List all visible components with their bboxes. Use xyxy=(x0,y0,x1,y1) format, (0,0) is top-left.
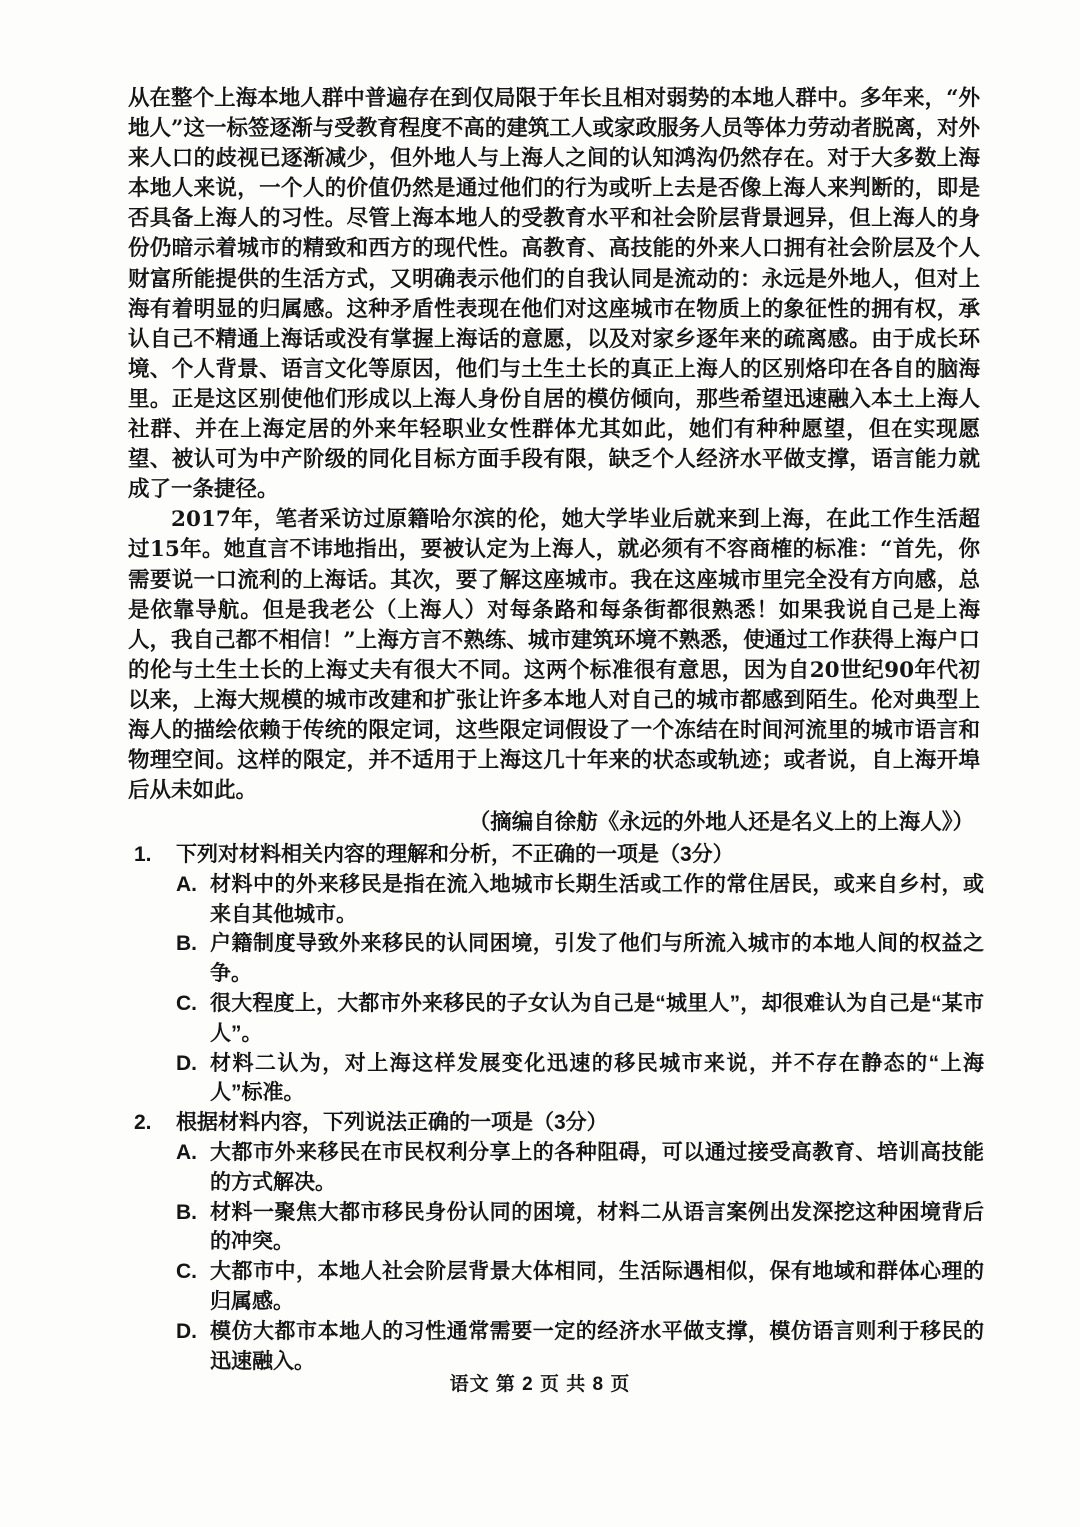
option-letter: C. xyxy=(176,991,197,1015)
option-d xyxy=(134,1317,984,1377)
option-letter: A. xyxy=(176,1140,197,1164)
question-2 xyxy=(134,1108,984,1376)
passage-source-citation: （摘编自徐舫《永远的外地人还是名义上的上海人》） xyxy=(468,810,974,835)
option-text: 大都市外来移民在市民权利分享上的各种阻碍，可以通过接受高教育、培训高技能的方式解决。 xyxy=(210,1140,984,1194)
option-a xyxy=(134,1138,984,1198)
option-text: 材料一聚焦大都市移民身份认同的困境，材料二从语言案例出发深挖这种困境背后的冲突。 xyxy=(210,1200,984,1254)
question-stem xyxy=(134,1108,984,1138)
option-a xyxy=(134,870,984,930)
question-number: 1. xyxy=(134,843,152,866)
passage-paragraph-2: 2017年，笔者采访过原籍哈尔滨的伦，她大学毕业后就来到上海，在此工作生活超过15年。她直言不讳地指出，要被认定为上海人，就必须有不容商榷的标准：“首先，你需要说一口流利的上海话。其次，要了解这座城市。我在这座城市里完全没有方向感，总是依靠导航。但是我老公（上海人）对每条路和每条街都很熟悉！如果我说自己是上海人，我自己都不相信！”上海方言不熟练、城市建筑环境不熟悉，使通过工作获得上海户口的伦与土生土长的上海丈夫有很大不同。这两个标准很有意思，因为自20世纪90年代初以来，上海大规模的城市改建和扩张让许多本地人对自己的城市都感到陌生。伦对典型上海人的描绘依赖于传统的限定词，这些限定词假设了一个冻结在时间河流里的城市语言和物理空间。这样的限定，并不适用于上海这几十年来的状态或轨迹；或者说，自上海开埠后从未如此。 xyxy=(128,507,980,804)
option-b xyxy=(134,929,984,989)
option-letter: A. xyxy=(176,872,197,896)
option-letter: B. xyxy=(176,932,197,956)
option-letter: C. xyxy=(176,1260,197,1284)
option-c xyxy=(134,1257,984,1317)
option-text: 材料中的外来移民是指在流入地城市长期生活或工作的常住居民，或来自乡村，或来自其他城市。 xyxy=(210,872,984,926)
option-letter: B. xyxy=(176,1200,197,1224)
option-d xyxy=(134,1049,984,1109)
option-text: 户籍制度导致外来移民的认同困境，引发了他们与所流入城市的本地人间的权益之争。 xyxy=(210,932,984,986)
option-text: 大都市中，本地人社会阶层背景大体相同，生活际遇相似，保有地域和群体心理的归属感。 xyxy=(210,1260,984,1313)
question-text: 下列对材料相关内容的理解和分析，不正确的一项是（3分） xyxy=(176,843,734,866)
question-text: 根据材料内容，下列说法正确的一项是（3分） xyxy=(176,1111,608,1135)
question-number: 2. xyxy=(134,1111,152,1135)
question-1 xyxy=(134,840,984,1108)
option-letter: D. xyxy=(176,1319,197,1343)
option-text: 材料二认为，对上海这样发展变化迅速的移民城市来说，并不存在静态的“上海人”标准。 xyxy=(210,1051,984,1105)
passage-paragraph-1: 从在整个上海本地人群中普遍存在到仅局限于年长且相对弱势的本地人群中。多年来，“外地人”这一标签逐渐与受教育程度不高的建筑工人或家政服务人员等体力劳动者脱离，对外来人口的歧视已逐渐减少，但外地人与上海人之间的认知鸿沟仍然存在。对于大多数上海本地人来说，一个人的价值仍然是通过他们的行为或听上去是否像上海人来判断的，即是否具备上海人的习性。尽管上海本地人的受教育水平和社会阶层背景迥异，但上海人的身份仍暗示着城市的精致和西方的现代性。高教育、高技能的外来人口拥有社会阶层及个人财富所能提供的生活方式，又明确表示他们的自我认同是流动的：永远是外地人，但对上海有着明显的归属感。这种矛盾性表现在他们对这座城市在物质上的象征性的拥有权，承认自己不精通上海话或没有掌握上海话的意愿，以及对家乡逐年来的疏离感。由于成长环境、个人背景、语言文化等原因，他们与土生土长的真正上海人的区别烙印在各自的脑海里。正是这区别使他们形成以上海人身份自居的模仿倾向，那些希望迅速融入本土上海人社群、并在上海定居的外来年轻职业女性群体尤其如此，她们有种种愿望，但在实现愿望、被认可为中产阶级的同化目标方面手段有限，缺乏个人经济水平做支撑，语言能力就成了一条捷径。 xyxy=(128,86,980,503)
option-text: 很大程度上，大都市外来移民的子女认为自己是“城里人”，却很难认为自己是“某市人”。 xyxy=(210,991,984,1045)
option-c xyxy=(134,989,984,1049)
option-letter: D. xyxy=(176,1051,197,1075)
question-stem xyxy=(134,840,984,870)
question-list xyxy=(134,840,984,1376)
page-footer: 语文 第 2 页 共 8 页 xyxy=(449,1374,631,1395)
option-text: 模仿大都市本地人的习性通常需要一定的经济水平做支撑，模仿语言则利于移民的迅速融入。 xyxy=(210,1319,984,1373)
reading-passage xyxy=(128,84,980,806)
option-b xyxy=(134,1198,984,1258)
